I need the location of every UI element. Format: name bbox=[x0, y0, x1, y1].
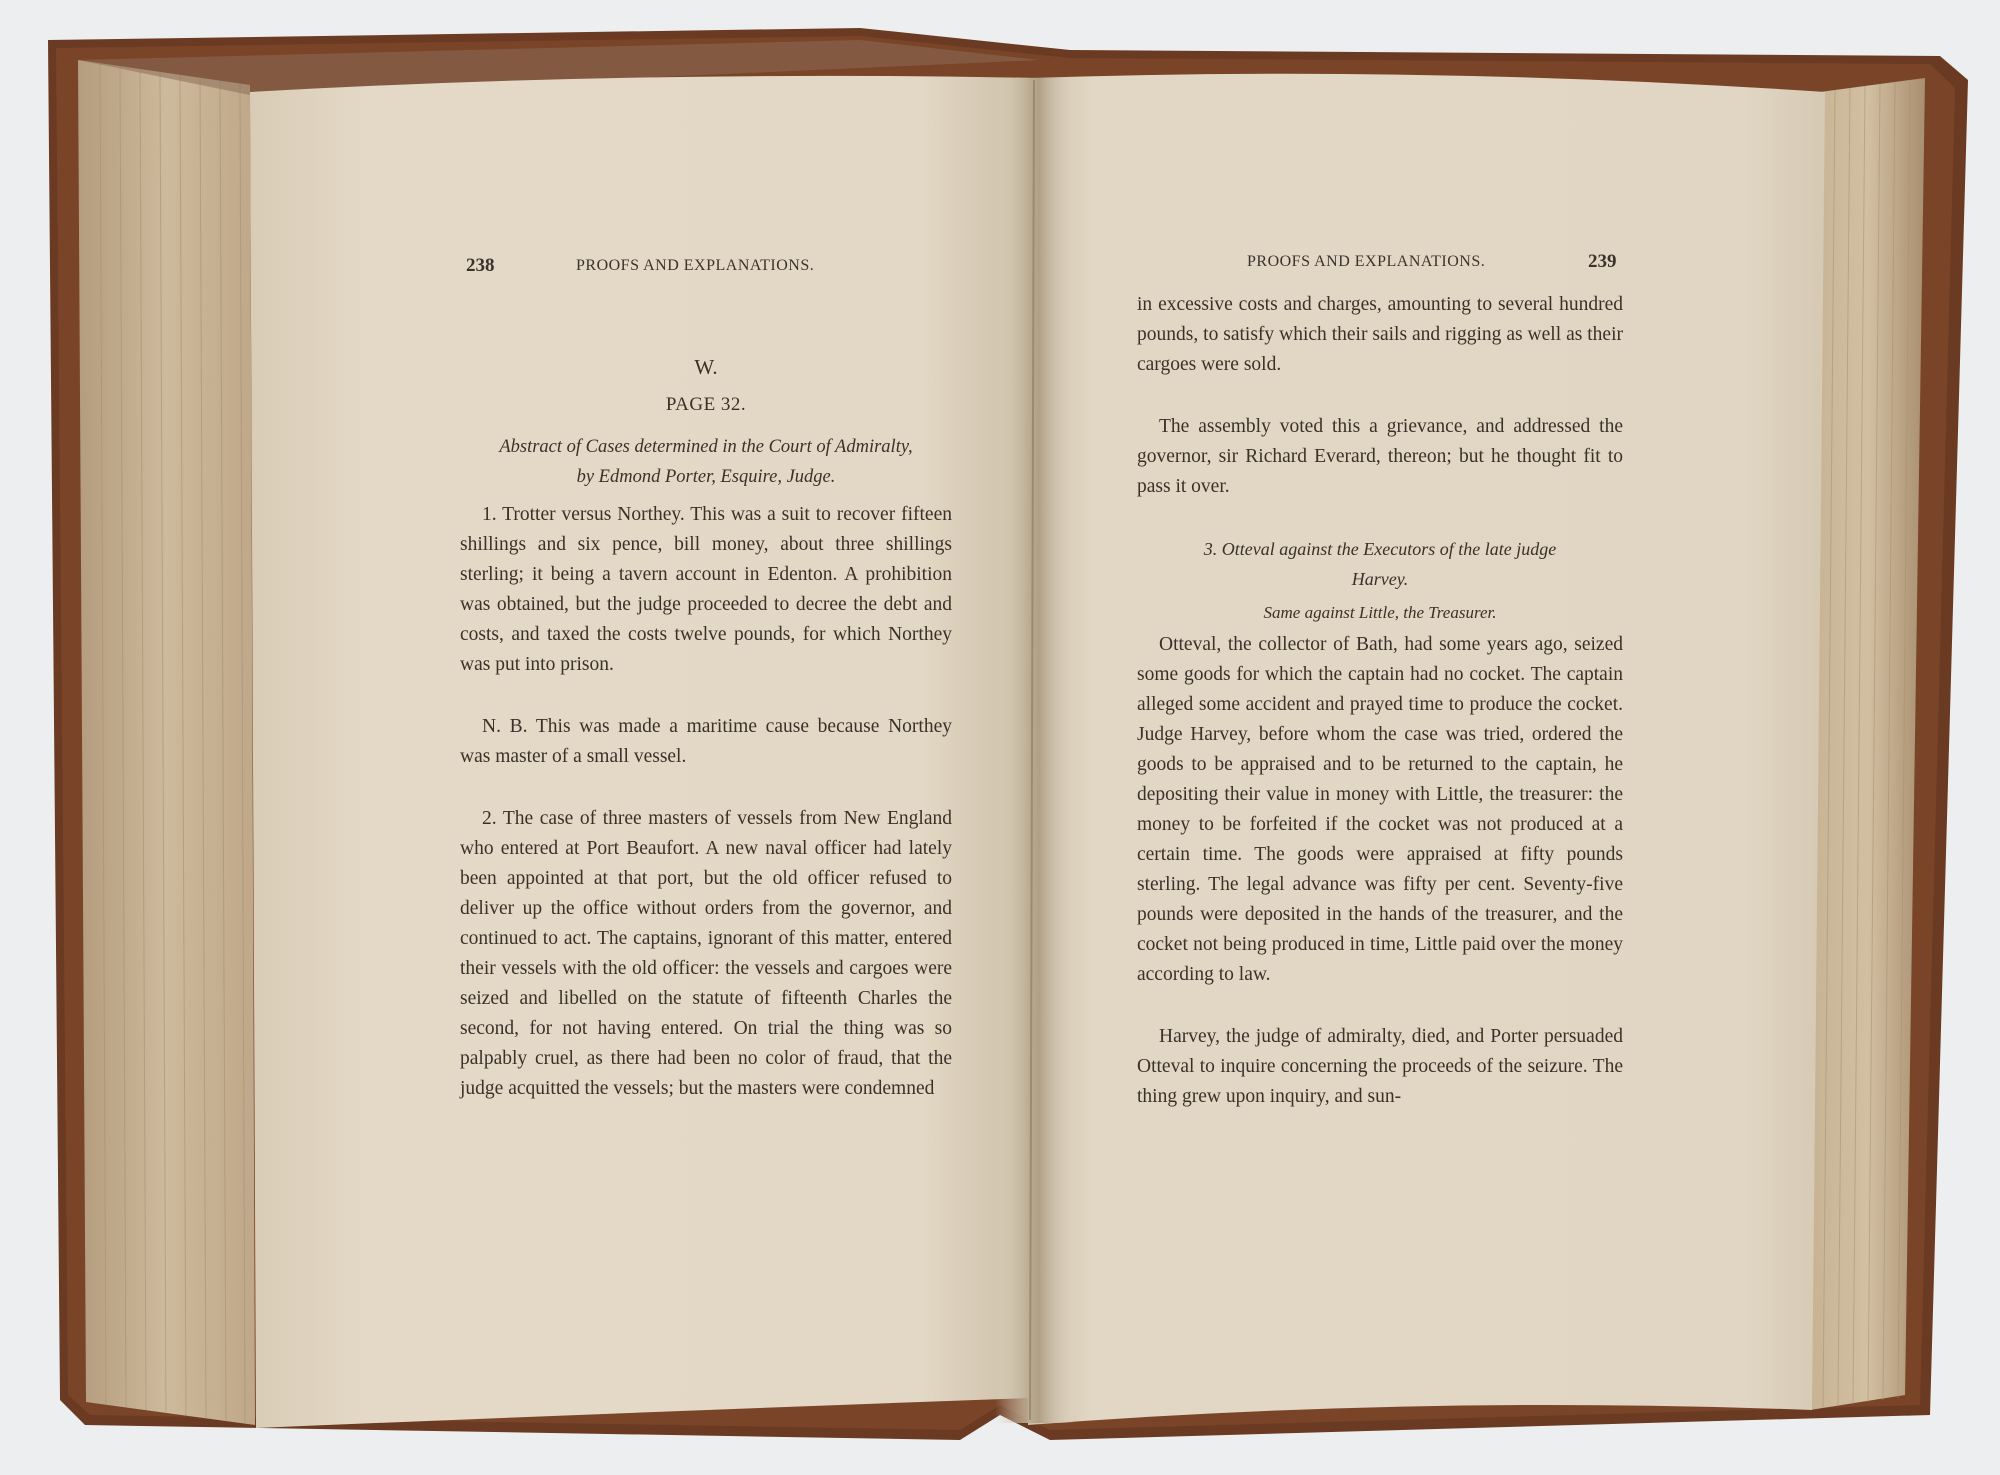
case-1-paragraph: 1. Trotter versus Northey. This was a suit to recover fifteen shillings and six pence, bill money, about three shillings sterling; it being a tavern account in Edenton. A prohibition was obtained, but the judge proceeded to decree the debt and costs, and taxed the costs twelve pounds, for which Northey was put into prison. bbox=[460, 504, 952, 675]
continued-paragraph: in excessive costs and charges, amounting to several hundred pounds, to satisfy which their sails and rigging as well as their cargoes were sold. bbox=[1137, 294, 1623, 375]
left-running-head: PROOFS AND EXPLANATIONS. bbox=[576, 257, 815, 274]
page-reference: PAGE 32. bbox=[665, 394, 747, 415]
otteval-paragraph: Otteval, the collector of Bath, had some years ago, seized some goods for which the captain had no cocket. The captain alleged some accident and prayed time to produce the cocket. Judge Harvey, before whom the case was tried, ordered the goods to be appraised and to be returned to the captain, he depositing their value in money with Little, the treasurer: the money to be forfeited if the cocket was not produced at a certain time. The goods were appraised at fifty pounds sterling. The legal advance was fifty per cent. Seventy-five pounds were deposited in the hands of the treasurer, and the cocket not being produced in time, Little paid over the money according to law. bbox=[1137, 634, 1623, 985]
left-page-body bbox=[460, 355, 952, 1104]
case-3-heading-line1: 3. Otteval against the Executors of the late judge bbox=[1203, 539, 1557, 559]
abstract-title-line2: by Edmond Porter, Esquire, Judge. bbox=[576, 467, 836, 487]
left-folio: 238 bbox=[466, 255, 495, 276]
assembly-paragraph: The assembly voted this a grievance, and addressed the governor, sir Richard Everard, thereon; but he thought fit to pass it over. bbox=[1137, 416, 1623, 497]
gutter-shadow bbox=[995, 78, 1075, 1423]
right-page-body bbox=[1137, 290, 1623, 1112]
section-letter: W. bbox=[694, 355, 718, 379]
case-2-paragraph: 2. The case of three masters of vessels from New England who entered at Port Beaufort. A new naval officer had lately been appointed at that port, but the old officer refused to deliver up the office without orders from the governor, and continued to act. The captains, ignorant of this matter, entered their vessels with the old officer: the vessels and cargoes were seized and libelled on the statute of fifteenth Charles the second, for not having entered. On trial the thing was so palpably cruel, as there had been no color of fraud, that the judge acquitted the vessels; but the masters were condemned bbox=[460, 808, 952, 1099]
case-3-subheading: Same against Little, the Treasurer. bbox=[1263, 603, 1497, 622]
right-running-head: PROOFS AND EXPLANATIONS. bbox=[1247, 253, 1486, 270]
abstract-title-line1: Abstract of Cases determined in the Court of Admiralty, bbox=[499, 437, 913, 457]
left-page-edges bbox=[78, 60, 255, 1425]
harvey-paragraph: Harvey, the judge of admiralty, died, and Porter persuaded Otteval to inquire concerning the proceeds of the seizure. The thing grew upon inquiry, and sun- bbox=[1137, 1026, 1623, 1107]
case-3-heading-line2: Harvey. bbox=[1351, 569, 1409, 589]
right-folio: 239 bbox=[1588, 251, 1617, 272]
nb-paragraph: N. B. This was made a maritime cause because Northey was master of a small vessel. bbox=[460, 716, 952, 767]
